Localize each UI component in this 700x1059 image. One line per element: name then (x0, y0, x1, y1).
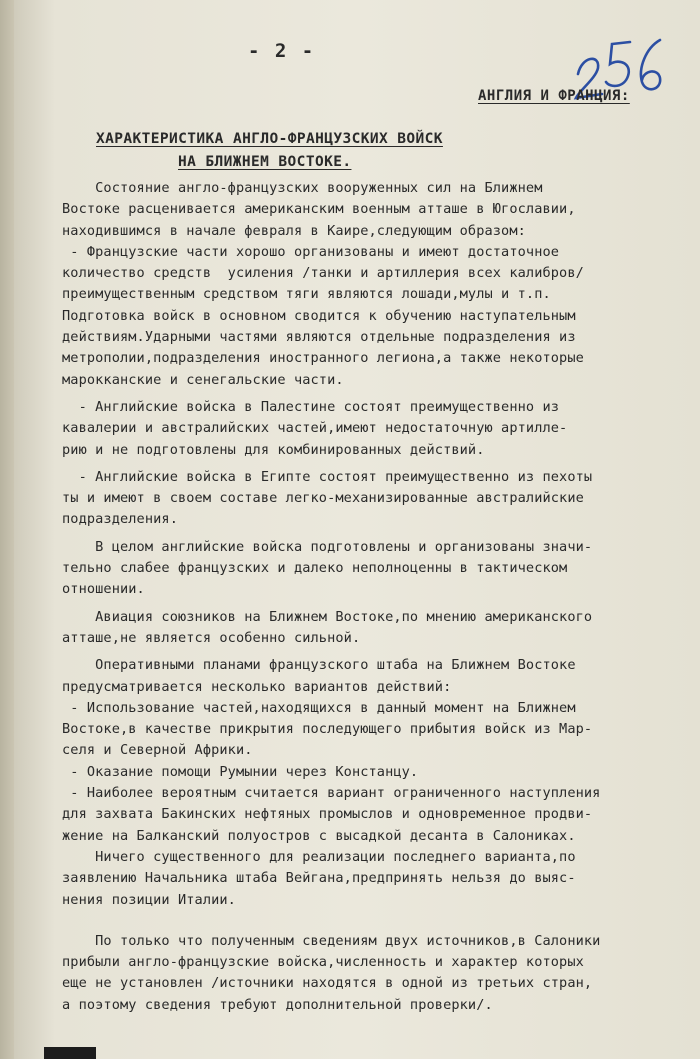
paragraph (62, 655, 690, 911)
text-line: для захвата Бакинских нефтяных промыслов и одновременное продви- (62, 806, 593, 823)
paragraph (62, 607, 690, 650)
text-line: кавалерии и австралийских частей,имеют недостаточную артилле- (62, 420, 568, 437)
text-line: - Использование частей,находящихся в данный момент на Ближнем (62, 699, 576, 716)
page-spine (0, 0, 14, 1059)
text-line: заявлению Начальника штаба Вейгана,предпринять нельзя до выяс- (62, 870, 576, 887)
text-line: метрополии,подразделения иностранного легиона,а также некоторые (62, 350, 584, 367)
page-number: - 2 - (248, 40, 316, 62)
text-line: Подготовка войск в основном сводится к обучению наступательным (62, 307, 576, 324)
title-line-1: ХАРАКТЕРИСТИКА АНГЛО-ФРАНЦУЗСКИХ ВОЙСК (96, 131, 443, 147)
text-line: а поэтому сведения требуют дополнительной проверки/. (62, 996, 493, 1013)
text-line: Состояние англо-французских вооруженных сил на Ближнем (62, 180, 543, 196)
archive-corner-mark (44, 1047, 96, 1059)
text-line: находившимся в начале февраля в Каире,следующим образом: (62, 222, 526, 239)
paragraph (62, 931, 690, 1016)
text-line: - Английские войска в Палестине состоят преимущественно из (62, 398, 560, 415)
text-line: нения позиции Италии. (62, 891, 236, 908)
text-line: ты и имеют в своем составе легко-механизированные австралийские (62, 490, 584, 507)
text-line: тельно слабее французских и далеко неполноценны в тактическом (62, 560, 568, 577)
text-line: селя и Северной Африки. (62, 742, 253, 759)
text-line: - Наиболее вероятным считается вариант ограниченного наступления (62, 785, 601, 802)
document-title (96, 128, 576, 174)
text-line: Востоке,в качестве прикрытия последующего прибытия войск из Мар- (62, 721, 593, 738)
paragraph (62, 397, 690, 461)
text-line: В целом английские войска подготовлены и организованы значи- (62, 538, 593, 555)
paragraph (62, 467, 690, 531)
text-line: отношении. (62, 581, 145, 598)
country-header: АНГЛИЯ И ФРАНЦИЯ: (478, 88, 630, 104)
text-line: - Французские части хорошо организованы и имеют достаточное (62, 243, 560, 260)
paragraph-gap (62, 911, 690, 931)
text-line: прибыли англо-французские войска,численность и характер которых (62, 954, 584, 971)
text-line: еще не установлен /источники находятся в одной из третьих стран, (62, 975, 593, 992)
text-line: По только что полученным сведениям двух источников,в Салоники (62, 932, 601, 949)
paragraph (62, 537, 690, 601)
text-line: Ничего существенного для реализации последнего варианта,по (62, 848, 576, 865)
document-body (62, 178, 690, 1016)
text-line: действиям.Ударными частями являются отдельные подразделения из (62, 329, 576, 346)
title-line-2: НА БЛИЖНЕМ ВОСТОКЕ. (178, 154, 352, 170)
text-line: рию и не подготовлены для комбинированных действий. (62, 441, 485, 458)
text-line: - Английские войска в Египте состоят преимущественно из пехоты (62, 468, 593, 485)
text-line: преимущественным средством тяги являются лошади,мулы и т.п. (62, 286, 551, 303)
text-line: жение на Балканский полуостров с высадкой десанта в Салониках. (62, 827, 576, 844)
text-line: марокканские и сенегальские части. (62, 371, 344, 388)
text-line: количество средств усиления /танки и артиллерия всех калибров/ (62, 265, 584, 282)
text-line: подразделения. (62, 511, 178, 528)
text-line: предусматривается несколько вариантов действий: (62, 678, 452, 695)
paragraph (62, 178, 690, 391)
text-line: Авиация союзников на Ближнем Востоке,по мнению американского (62, 608, 593, 625)
text-line: Востоке расценивается американским военным атташе в Югославии, (62, 201, 576, 218)
text-line: - Оказание помощи Румынии через Констанцу. (62, 763, 419, 780)
text-line: Оперативными планами французского штаба на Ближнем Востоке (62, 657, 576, 674)
text-line: атташе,не является особенно сильной. (62, 629, 361, 646)
